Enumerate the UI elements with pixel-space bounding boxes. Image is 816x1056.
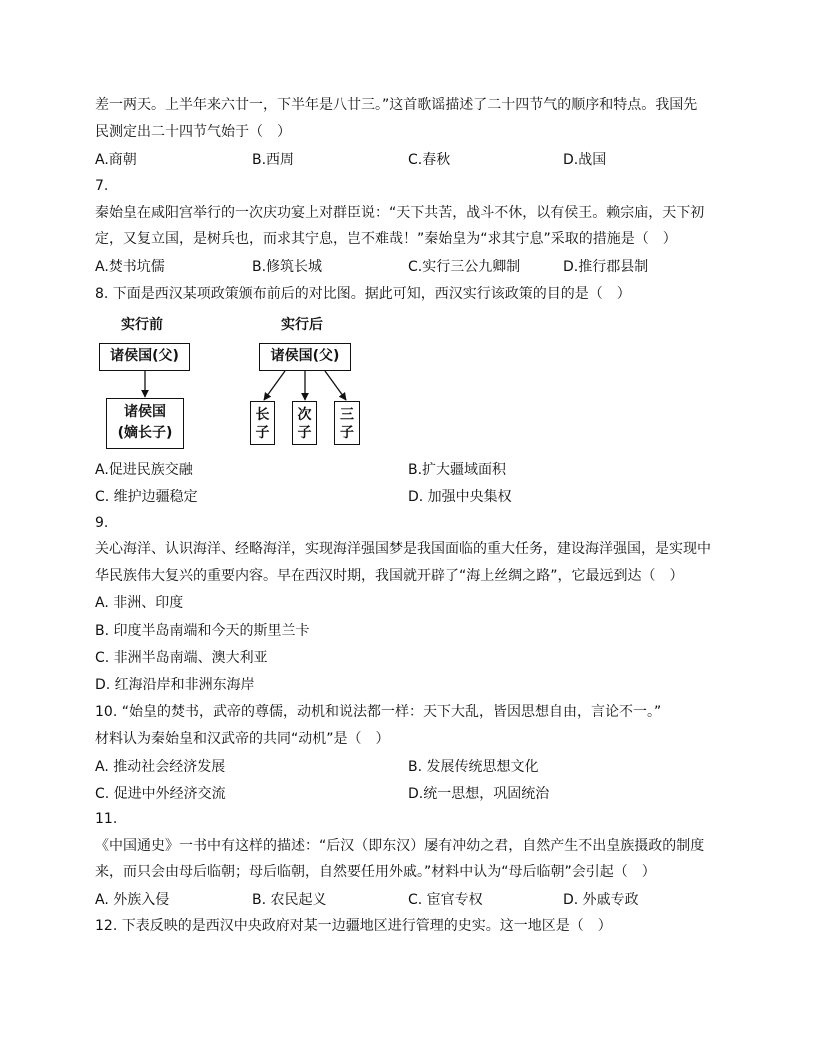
child-third-line2: 子: [340, 425, 354, 441]
after-parent-box: 诸侯国(父): [259, 343, 351, 371]
q7-option-a: A.焚书坑儒: [95, 259, 165, 275]
q7-option-d: D.推行郡县制: [563, 259, 649, 275]
q10-option-d: D.统一思想，巩固统治: [408, 786, 550, 802]
q6-stem-line1: 差一两天。上半年来六廿一，下半年是八廿三。”这首歌谣描述了二十四节气的顺序和特点。我国先: [95, 97, 698, 113]
q6-option-c: C.春秋: [408, 152, 451, 168]
before-heir-line2: (嫡长子): [117, 425, 173, 441]
child-eldest-line2: 子: [255, 425, 270, 441]
child-third-line1: 三: [340, 407, 354, 423]
q9-option-b: B. 印度半岛南端和今天的斯里兰卡: [95, 623, 310, 639]
q11-stem-line1: 《中国通史》一书中有这样的描述：“后汉（即东汉）屡有冲幼之君，自然产生不出皇族摄政的制度: [95, 838, 705, 854]
q6-option-b: B.西周: [252, 152, 295, 168]
q6-stem-line2: 民测定出二十四节气始于（ ）: [95, 124, 291, 140]
q8-option-a: A.促进民族交融: [95, 462, 193, 478]
q7-stem-line1: 秦始皇在咸阳宫举行的一次庆功宴上对群臣说：“天下共苦，战斗不休，以有侯王。赖宗庙，天下初: [95, 205, 705, 221]
q10-option-b: B. 发展传统思想文化: [408, 759, 539, 775]
after-arrow-right: [325, 371, 346, 400]
q8-option-b: B.扩大疆域面积: [408, 462, 507, 478]
q6-option-a: A.商朝: [95, 152, 137, 168]
q6-option-d: D.战国: [563, 152, 607, 168]
q12-stem: 12. 下表反映的是西汉中央政府对某一边疆地区进行管理的史实。这一地区是（ ）: [95, 918, 612, 934]
q11-option-a: A. 外族入侵: [95, 892, 170, 908]
q9-option-a: A. 非洲、印度: [95, 595, 184, 611]
q8-option-c: C. 维护边疆稳定: [95, 489, 198, 505]
q11-stem-line2: 来，而只会由母后临朝；母后临朝，自然要任用外戚。”材料中认为“母后临朝”会引起（ ）: [95, 864, 656, 880]
q10-stem-line2: 材料认为秦始皇和汉武帝的共同“动机”是（ ）: [95, 731, 390, 747]
q11-option-d: D. 外戚专政: [563, 892, 639, 908]
q11-option-c: C. 宦官专权: [408, 892, 483, 908]
child-second-line2: 子: [297, 425, 312, 441]
q10-option-a: A. 推动社会经济发展: [95, 759, 226, 775]
diagram-after-label: 实行后: [281, 317, 323, 333]
q10-stem-line1: 10. “始皇的焚书，武帝的尊儒，动机和说法都一样：天下大乱，皆因思想自由，言论不一。”: [95, 704, 662, 720]
q7-number: 7.: [95, 178, 109, 194]
q7-option-c: C.实行三公九卿制: [408, 259, 521, 275]
after-arrow-left: [264, 371, 285, 400]
q9-stem-line1: 关心海洋、认识海洋、经略海洋，实现海洋强国梦是我国面临的重大任务，建设海洋强国，是实现中: [95, 541, 711, 557]
diagram-before-label: 实行前: [121, 317, 163, 333]
q9-option-d: D. 红海沿岸和非洲东海岸: [95, 677, 255, 693]
q9-option-c: C. 非洲半岛南端、澳大利亚: [95, 650, 268, 666]
q11-option-b: B. 农民起义: [252, 892, 327, 908]
before-parent-box: 诸侯国(父): [99, 343, 190, 371]
q7-option-b: B.修筑长城: [252, 259, 323, 275]
q8-option-d: D. 加强中央集权: [408, 489, 512, 505]
q10-option-c: C. 促进中外经济交流: [95, 786, 226, 802]
q9-number: 9.: [95, 515, 109, 531]
child-second-line1: 次: [297, 407, 312, 423]
q11-number: 11.: [95, 811, 118, 827]
q8-stem: 8. 下面是西汉某项政策颁布前后的对比图。据此可知，西汉实行该政策的目的是（ ）: [95, 286, 631, 302]
child-eldest-line1: 长: [255, 407, 270, 423]
q9-stem-line2: 华民族伟大复兴的重要内容。早在西汉时期，我国就开辟了“海上丝绸之路”，它最远到达（ ）: [95, 568, 684, 584]
before-heir-line1: 诸侯国: [124, 404, 166, 420]
q7-stem-line2: 定，又复立国，是树兵也，而求其宁息，岂不难哉！”秦始皇为“求其宁息”采取的措施是（ ）: [95, 231, 677, 247]
